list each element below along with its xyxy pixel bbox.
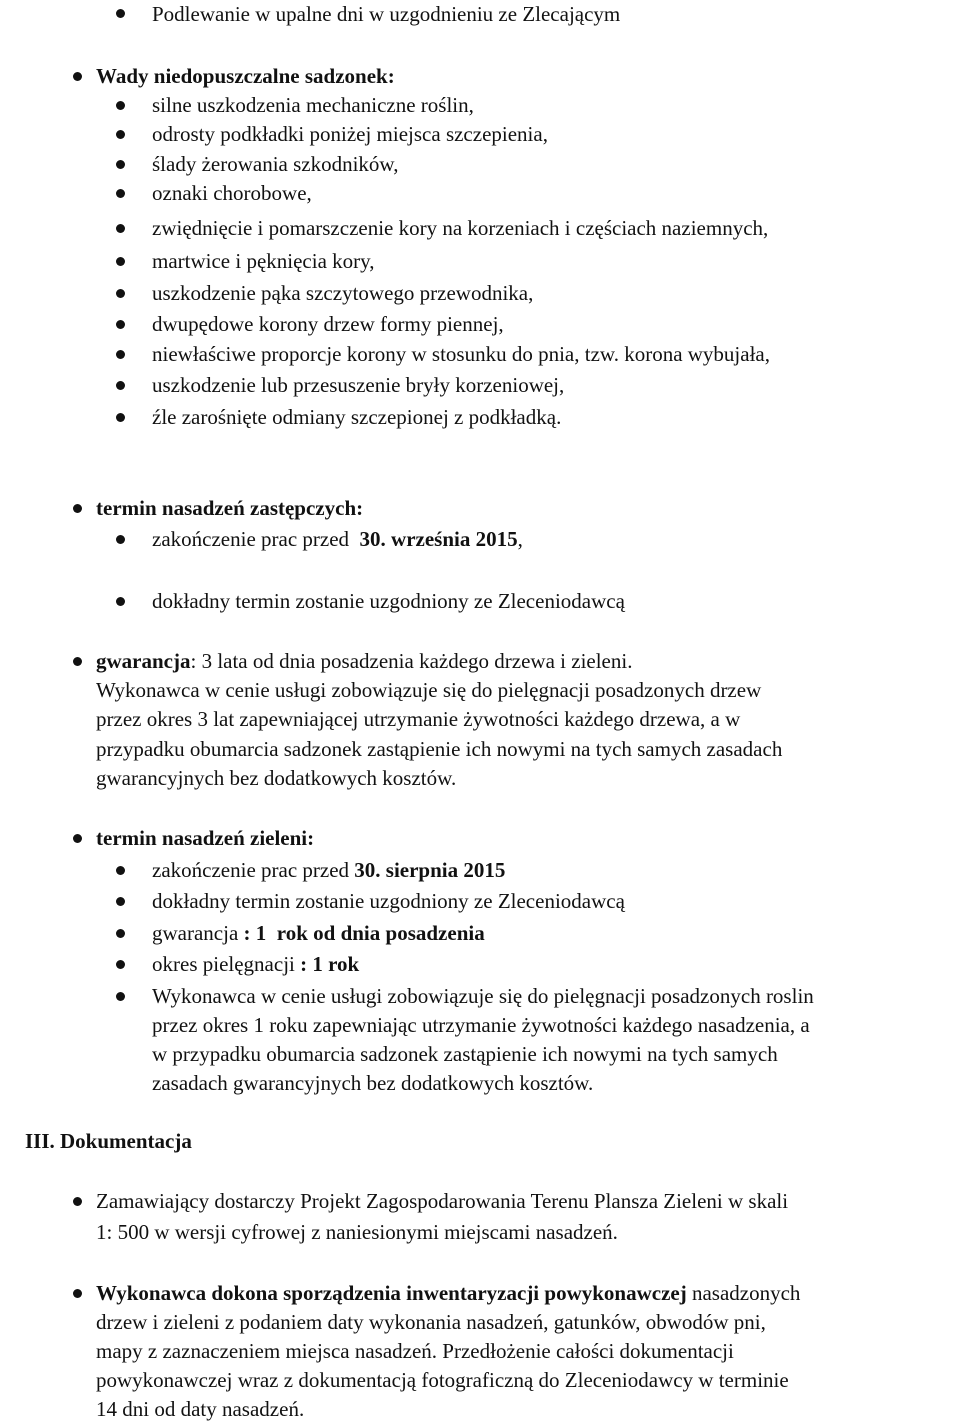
inventory-item-line: Wykonawca dokona sporządzenia inwentaryzacji powykonawczej nasadzonych (96, 1281, 801, 1305)
replacement-deadline: zakończenie prac przed 30. września 2015, (152, 527, 523, 551)
bullet (116, 897, 125, 906)
greenery-obligation-line: Wykonawca w cenie usługi zobowiązuje się do pielęgnacji posadzonych roslin (152, 984, 814, 1008)
defect-item: ślady żerowania szkodników, (152, 152, 399, 176)
replacement-agreement: dokładny termin zostanie uzgodniony ze Zleceniodawcą (152, 589, 625, 613)
greenery-obligation-line: w przypadku obumarcia sadzonek zastąpienie ich nowymi na tych samych (152, 1042, 778, 1066)
greenery-obligation-line: przez okres 1 roku zapewniając utrzymanie żywotności każdego nasadzenia, a (152, 1013, 810, 1037)
inventory-item-line: 14 dni od daty nasadzeń. (96, 1397, 305, 1421)
bullet (116, 189, 125, 198)
greenery-care-period: okres pielęgnacji : 1 rok (152, 952, 360, 976)
top-list-item: Podlewanie w upalne dni w uzgodnieniu ze Zlecającym (152, 2, 621, 26)
greenery-agreement: dokładny termin zostanie uzgodniony ze Zleceniodawcą (152, 889, 625, 913)
warranty-line: gwarancja: 3 lata od dnia posadzenia każdego drzewa i zieleni. (96, 649, 633, 673)
bullet (73, 657, 82, 666)
documentation-item-line: Zamawiający dostarczy Projekt Zagospodarowania Terenu Plansza Zieleni w skali (96, 1189, 789, 1213)
defect-item: źle zarośnięte odmiany szczepionej z podkładką. (152, 405, 562, 429)
defects-heading: Wady niedopuszczalne sadzonek: (96, 64, 395, 88)
bullet (73, 504, 82, 513)
bullet (116, 160, 125, 169)
greenery-warranty: gwarancja : 1 rok od dnia posadzenia (152, 921, 485, 945)
bullet (73, 1197, 82, 1206)
warranty-paragraph-line: przypadku obumarcia sadzonek zastąpienie ich nowymi na tych samych zasadach (96, 737, 783, 761)
bullet (73, 834, 82, 843)
bullet (116, 101, 125, 110)
defect-item: uszkodzenie pąka szczytowego przewodnika, (152, 281, 534, 305)
inventory-item-line: powykonawczej wraz z dokumentacją fotograficzną do Zleceniodawcy w terminie (96, 1368, 789, 1392)
replacement-heading: termin nasadzeń zastępczych: (96, 496, 364, 520)
bullet (116, 992, 125, 1001)
defect-item: uszkodzenie lub przesuszenie bryły korzeniowej, (152, 373, 565, 397)
bullet (116, 597, 125, 606)
bullet (73, 1289, 82, 1298)
bullet (116, 381, 125, 390)
warranty-paragraph-line: gwarancyjnych bez dodatkowych kosztów. (96, 766, 457, 790)
greenery-obligation-line: zasadach gwarancyjnych bez dodatkowych kosztów. (152, 1071, 594, 1095)
inventory-item-line: mapy z zaznaczeniem miejsca nasadzeń. Przedłożenie całości dokumentacji (96, 1339, 734, 1363)
defect-item: niewłaściwe proporcje korony w stosunku do pnia, tzw. korona wybujała, (152, 342, 770, 366)
bullet (73, 72, 82, 81)
defect-item: oznaki chorobowe, (152, 181, 312, 205)
greenery-deadline: zakończenie prac przed 30. sierpnia 2015 (152, 858, 506, 882)
bullet (116, 929, 125, 938)
bullet (116, 289, 125, 298)
inventory-item-line: drzew i zieleni z podaniem daty wykonania nasadzeń, gatunków, obwodów pni, (96, 1310, 766, 1334)
bullet (116, 224, 125, 233)
defect-item: zwiędnięcie i pomarszczenie kory na korzeniach i częściach naziemnych, (152, 216, 769, 240)
bullet (116, 9, 125, 18)
documentation-item-line: 1: 500 w wersji cyfrowej z naniesionymi miejscami nasadzeń. (96, 1220, 618, 1244)
bullet (116, 257, 125, 266)
defect-item: silne uszkodzenia mechaniczne roślin, (152, 93, 474, 117)
bullet (116, 350, 125, 359)
warranty-paragraph-line: przez okres 3 lat zapewniającej utrzymanie żywotności każdego drzewa, a w (96, 707, 741, 731)
defect-item: martwice i pęknięcia kory, (152, 249, 375, 273)
bullet (116, 866, 125, 875)
defect-item: odrosty podkładki poniżej miejsca szczepienia, (152, 122, 548, 146)
defect-item: dwupędowe korony drzew formy piennej, (152, 312, 504, 336)
greenery-heading: termin nasadzeń zieleni: (96, 826, 315, 850)
bullet (116, 413, 125, 422)
bullet (116, 320, 125, 329)
warranty-paragraph-line: Wykonawca w cenie usługi zobowiązuje się do pielęgnacji posadzonych drzew (96, 678, 762, 702)
bullet (116, 535, 125, 544)
section-heading: III. Dokumentacja (25, 1129, 192, 1153)
bullet (116, 130, 125, 139)
bullet (116, 960, 125, 969)
